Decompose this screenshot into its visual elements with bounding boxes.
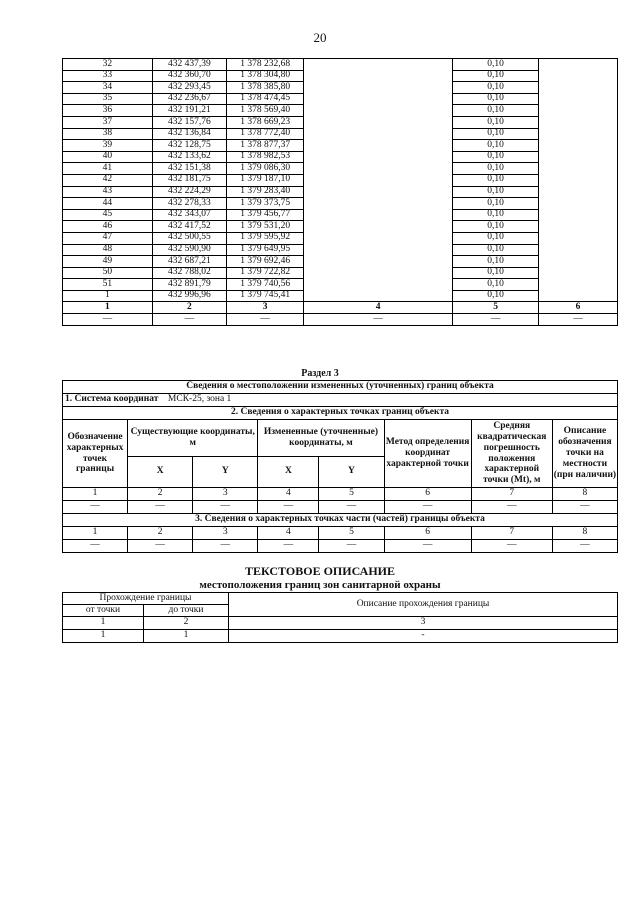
error-cell: 0,10 [453, 151, 539, 163]
dash-cell: — [193, 540, 258, 553]
point-number-cell: 1 [63, 290, 153, 302]
point-number-cell: 47 [63, 232, 153, 244]
error-cell: 0,10 [453, 59, 539, 71]
dash-cell: — [471, 540, 552, 553]
y-coordinate-cell: 1 379 649,95 [227, 244, 304, 256]
dash-cell: — [552, 501, 617, 514]
x-coordinate-cell: 432 788,02 [152, 267, 226, 279]
column-number-cell: 6 [539, 302, 618, 314]
existing-x-header: X [128, 457, 193, 488]
point-number-cell: 39 [63, 140, 153, 152]
point-number-cell: 46 [63, 221, 153, 233]
point-number-cell: 33 [63, 70, 153, 82]
y-coordinate-cell: 1 378 877,37 [227, 140, 304, 152]
column-number-cell: 7 [471, 488, 552, 501]
y-coordinate-cell: 1 379 187,10 [227, 174, 304, 186]
column-number-cell: 1 [63, 488, 128, 501]
column-number-cell: 2 [128, 488, 193, 501]
section-3-dash-row-2 [63, 540, 618, 553]
column-number-cell: 8 [552, 488, 617, 501]
col-designation-header: Обозначение характерных точек границы [63, 420, 128, 488]
point-number-cell: 48 [63, 244, 153, 256]
column-number-cell: 4 [258, 488, 319, 501]
dash-cell: — [319, 540, 384, 553]
col-description-header: Описание обозначения точки на местности (при наличии) [552, 420, 617, 488]
y-coordinate-cell: 1 379 692,46 [227, 256, 304, 268]
x-coordinate-cell: 432 278,33 [152, 198, 226, 210]
point-number-cell: 42 [63, 174, 153, 186]
dash-cell: — [453, 314, 539, 326]
x-coordinate-cell: 432 236,67 [152, 93, 226, 105]
col-changed-header: Измененные (уточненные) координаты, м [258, 420, 384, 457]
y-coordinate-cell: 1 378 474,45 [227, 93, 304, 105]
y-coordinate-cell: 1 378 982,53 [227, 151, 304, 163]
col-existing-header: Существующие координаты, м [128, 420, 258, 457]
point-number-cell: 35 [63, 93, 153, 105]
error-cell: 0,10 [453, 174, 539, 186]
dash-row [63, 314, 618, 326]
changed-x-header: X [258, 457, 319, 488]
route-row-description: - [229, 630, 618, 643]
x-coordinate-cell: 432 996,96 [152, 290, 226, 302]
desc-col-number: 3 [229, 617, 618, 630]
dash-cell: — [63, 540, 128, 553]
dash-cell: — [539, 314, 618, 326]
coord-system-row [63, 394, 618, 407]
column-number-cell: 1 [63, 302, 153, 314]
dash-cell: — [128, 501, 193, 514]
section-3-sub3-title: 3. Сведения о характерных точках части (частей) границы объекта [63, 514, 618, 527]
dash-cell: — [63, 501, 128, 514]
y-coordinate-cell: 1 379 740,56 [227, 279, 304, 291]
y-coordinate-cell: 1 378 569,40 [227, 105, 304, 117]
passage-header: Прохождение границы [63, 593, 229, 605]
dash-cell: — [552, 540, 617, 553]
dash-cell: — [193, 501, 258, 514]
route-row-from: 1 [63, 630, 144, 643]
y-coordinate-cell: 1 379 373,75 [227, 198, 304, 210]
error-cell: 0,10 [453, 290, 539, 302]
error-cell: 0,10 [453, 256, 539, 268]
text-description-title: ТЕКСТОВОЕ ОПИСАНИЕ [244, 564, 395, 578]
point-number-cell: 51 [63, 279, 153, 291]
column-number-cell: 6 [384, 488, 471, 501]
dash-cell: — [63, 314, 153, 326]
error-cell: 0,10 [453, 82, 539, 94]
x-coordinate-cell: 432 687,21 [152, 256, 226, 268]
x-coordinate-cell: 432 151,38 [152, 163, 226, 175]
to-col-number: 2 [144, 617, 229, 630]
y-coordinate-cell: 1 378 772,40 [227, 128, 304, 140]
column-number-cell: 4 [304, 302, 453, 314]
text-description-subtitle: местоположения границ зон санитарной охраны [199, 579, 441, 591]
section-3-sub2-title: 2. Сведения о характерных точках границ объекта [63, 407, 618, 420]
dash-cell: — [227, 314, 304, 326]
point-number-cell: 37 [63, 116, 153, 128]
point-number-cell: 45 [63, 209, 153, 221]
x-coordinate-cell: 432 590,90 [152, 244, 226, 256]
x-coordinate-cell: 432 224,29 [152, 186, 226, 198]
column-number-cell: 2 [152, 302, 226, 314]
column-number-cell: 5 [319, 488, 384, 501]
error-cell: 0,10 [453, 93, 539, 105]
point-number-cell: 44 [63, 198, 153, 210]
section-3-col-numbers-row-2 [63, 527, 618, 540]
dash-cell: — [258, 501, 319, 514]
error-cell: 0,10 [453, 244, 539, 256]
point-number-cell: 50 [63, 267, 153, 279]
from-col-number: 1 [63, 617, 144, 630]
y-coordinate-cell: 1 378 232,68 [227, 59, 304, 71]
error-cell: 0,10 [453, 70, 539, 82]
existing-y-header: Y [193, 457, 258, 488]
dash-cell: — [304, 314, 453, 326]
x-coordinate-cell: 432 136,84 [152, 128, 226, 140]
error-cell: 0,10 [453, 232, 539, 244]
column-number-cell: 1 [63, 527, 128, 540]
point-number-cell: 49 [63, 256, 153, 268]
dash-cell: — [128, 540, 193, 553]
y-coordinate-cell: 1 379 283,40 [227, 186, 304, 198]
y-coordinate-cell: 1 379 456,77 [227, 209, 304, 221]
point-number-cell: 38 [63, 128, 153, 140]
y-coordinate-cell: 1 379 531,20 [227, 221, 304, 233]
y-coordinate-cell: 1 379 086,30 [227, 163, 304, 175]
error-cell: 0,10 [453, 198, 539, 210]
error-cell: 0,10 [453, 105, 539, 117]
error-cell: 0,10 [453, 209, 539, 221]
error-cell: 0,10 [453, 267, 539, 279]
dash-cell: — [152, 314, 226, 326]
error-cell: 0,10 [453, 128, 539, 140]
section-3-header: Сведения о местоположении измененных (уточненных) границ объекта [63, 381, 618, 394]
column-number-cell: 3 [193, 527, 258, 540]
y-coordinate-cell: 1 379 595,92 [227, 232, 304, 244]
y-coordinate-cell: 1 379 745,41 [227, 290, 304, 302]
error-cell: 0,10 [453, 186, 539, 198]
coordinates-table [62, 58, 618, 326]
x-coordinate-cell: 432 191,21 [152, 105, 226, 117]
coordinate-row [63, 59, 618, 71]
dash-cell: — [258, 540, 319, 553]
section-3-col-numbers-row [63, 488, 618, 501]
x-coordinate-cell: 432 128,75 [152, 140, 226, 152]
dash-cell: — [471, 501, 552, 514]
column-numbers-row [63, 302, 618, 314]
error-cell: 0,10 [453, 140, 539, 152]
column-number-cell: 6 [384, 527, 471, 540]
column-number-cell: 7 [471, 527, 552, 540]
section-3-title: Раздел 3 [301, 368, 339, 379]
y-coordinate-cell: 1 378 669,23 [227, 116, 304, 128]
x-coordinate-cell: 432 181,75 [152, 174, 226, 186]
coord-system-label: 1. Система координат [65, 394, 159, 405]
column-number-cell: 5 [453, 302, 539, 314]
y-coordinate-cell: 1 379 722,82 [227, 267, 304, 279]
col-method-header: Метод определения координат характерной точки [384, 420, 471, 488]
point-number-cell: 41 [63, 163, 153, 175]
section-3-dash-row [63, 501, 618, 514]
column-number-cell: 3 [193, 488, 258, 501]
coord-system-value: МСК-25, зона 1 [167, 394, 232, 405]
col-error-header: Средняя квадратическая погрешность положения характерной точки (Mt), м [471, 420, 552, 488]
to-point-header: до точки [144, 605, 229, 617]
x-coordinate-cell: 432 157,76 [152, 116, 226, 128]
error-cell: 0,10 [453, 163, 539, 175]
x-coordinate-cell: 432 891,79 [152, 279, 226, 291]
point-number-cell: 32 [63, 59, 153, 71]
point-number-cell: 40 [63, 151, 153, 163]
section-3-table [62, 380, 618, 553]
dash-cell: — [319, 501, 384, 514]
point-number-cell: 36 [63, 105, 153, 117]
y-coordinate-cell: 1 378 304,80 [227, 70, 304, 82]
x-coordinate-cell: 432 500,55 [152, 232, 226, 244]
from-point-header: от точки [63, 605, 144, 617]
route-description-header: Описание прохождения границы [229, 593, 618, 617]
x-coordinate-cell: 432 133,62 [152, 151, 226, 163]
x-coordinate-cell: 432 360,70 [152, 70, 226, 82]
changed-y-header: Y [319, 457, 384, 488]
point-number-cell: 43 [63, 186, 153, 198]
page-number: 20 [313, 30, 327, 45]
column-number-cell: 8 [552, 527, 617, 540]
x-coordinate-cell: 432 417,52 [152, 221, 226, 233]
empty-cell [539, 59, 618, 302]
error-cell: 0,10 [453, 221, 539, 233]
error-cell: 0,10 [453, 279, 539, 291]
boundary-route-table [62, 592, 618, 643]
y-coordinate-cell: 1 378 385,80 [227, 82, 304, 94]
route-row-to: 1 [144, 630, 229, 643]
error-cell: 0,10 [453, 116, 539, 128]
column-number-cell: 4 [258, 527, 319, 540]
empty-cell [304, 59, 453, 302]
point-number-cell: 34 [63, 82, 153, 94]
column-number-cell: 2 [128, 527, 193, 540]
column-number-cell: 5 [319, 527, 384, 540]
dash-cell: — [384, 501, 471, 514]
x-coordinate-cell: 432 437,39 [152, 59, 226, 71]
x-coordinate-cell: 432 343,07 [152, 209, 226, 221]
x-coordinate-cell: 432 293,45 [152, 82, 226, 94]
dash-cell: — [384, 540, 471, 553]
column-number-cell: 3 [227, 302, 304, 314]
